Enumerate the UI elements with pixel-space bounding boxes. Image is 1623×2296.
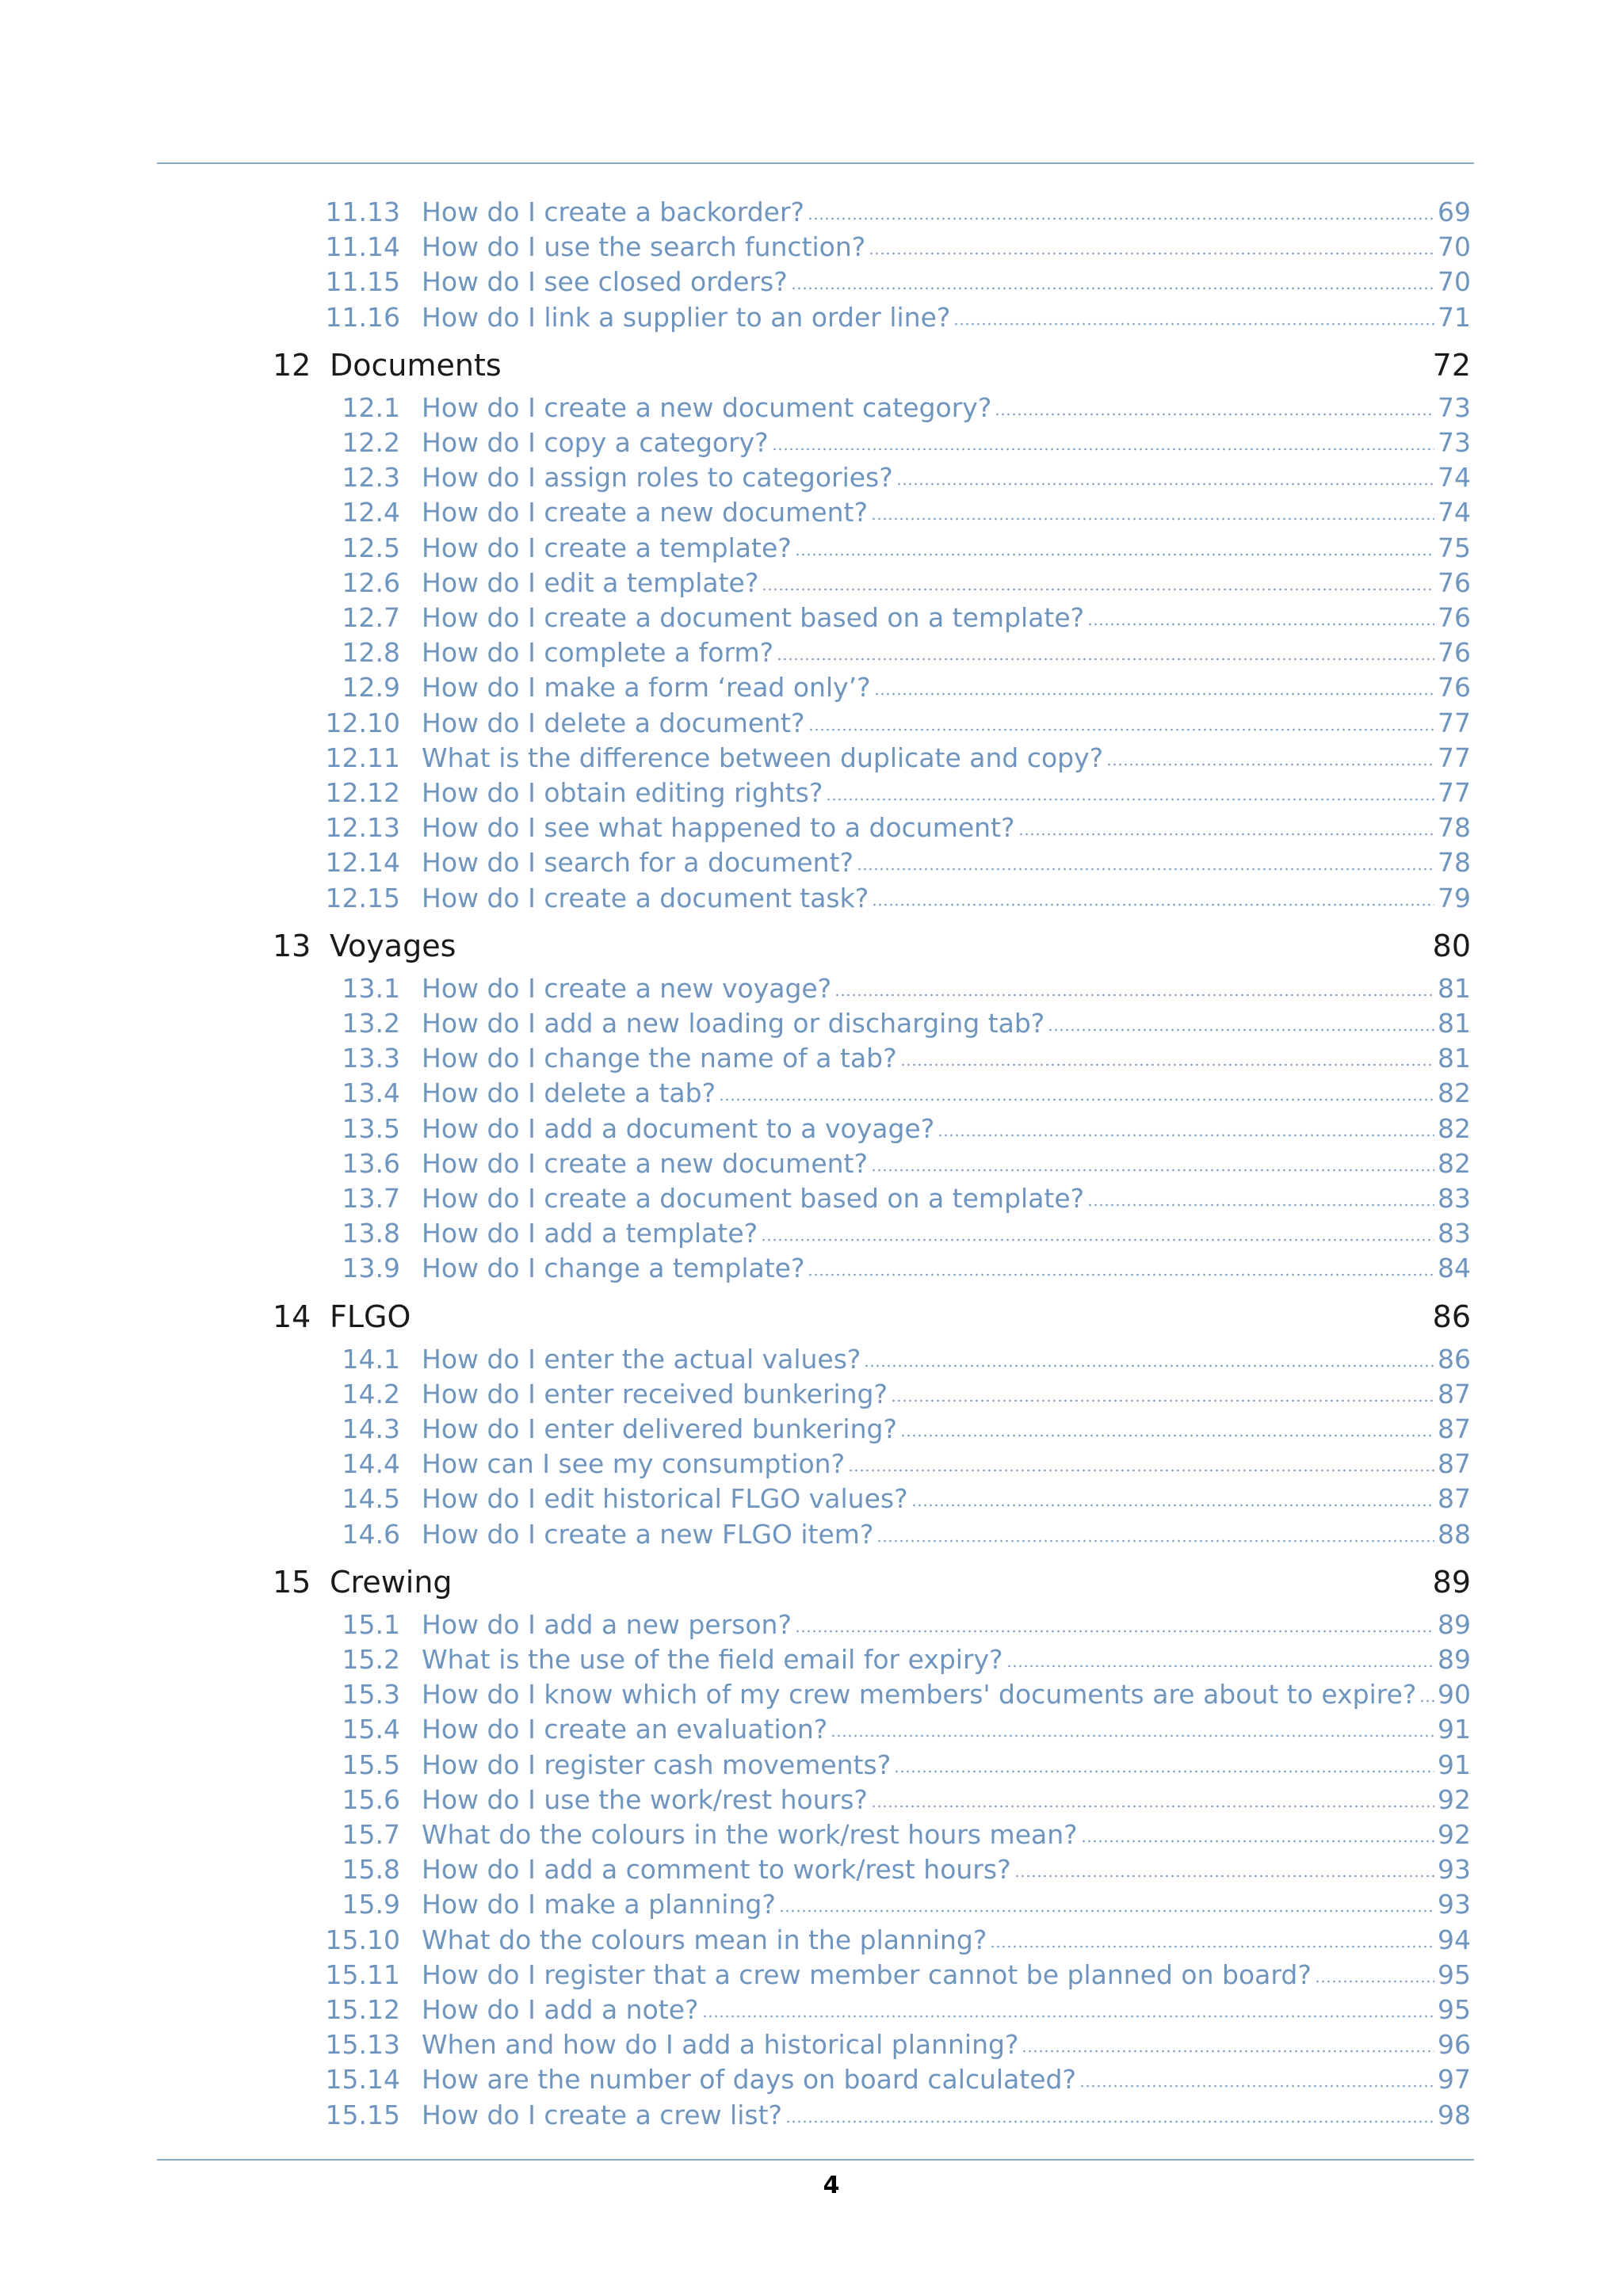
toc-entry[interactable] [321,1148,1471,1183]
entry-title: How do I link a supplier to an order line? [422,301,951,333]
entry-title: How do I see closed orders? [422,266,788,298]
toc-entry[interactable] [321,1448,1471,1483]
entry-title: How do I obtain editing rights? [422,777,823,808]
entry-title: How do I add a template? [422,1218,758,1249]
dot-leader [719,1096,1434,1102]
toc-entry[interactable] [321,777,1471,812]
entry-number: 12.12 [325,777,400,808]
dot-leader [702,2012,1434,2019]
entry-number: 15.6 [342,1783,400,1815]
dot-leader [808,215,1434,221]
toc-entry[interactable] [321,1924,1471,1959]
toc-entry[interactable] [321,392,1471,427]
dot-leader [1419,1697,1434,1703]
chapter-title: Documents [330,347,502,383]
entry-number: 15.14 [325,2064,400,2096]
entry-page: 82 [1438,1112,1471,1144]
entry-page: 77 [1438,777,1471,808]
dot-leader [762,585,1434,592]
toc-entry[interactable] [321,1183,1471,1218]
toc-entry[interactable] [321,1218,1471,1253]
entry-title: How do I make a form ‘read only’? [422,672,871,704]
entry-page: 95 [1438,1994,1471,2025]
toc-entry[interactable] [321,2064,1471,2099]
chapter-page: 80 [1432,928,1471,963]
chapter-title: Crewing [330,1564,453,1600]
entry-number: 15.13 [325,2029,400,2061]
toc-entry[interactable] [321,196,1471,231]
dot-leader [831,1732,1434,1738]
dot-leader [896,480,1434,486]
toc-entry[interactable] [321,1959,1471,1994]
entry-number: 13.4 [342,1077,400,1109]
entry-page: 91 [1438,1749,1471,1780]
toc-entry[interactable] [321,973,1471,1008]
dot-leader [876,1537,1434,1543]
entry-number: 12.7 [342,602,400,633]
toc-entry[interactable] [321,742,1471,777]
dot-leader [872,901,1434,907]
entry-title: How do I change the name of a tab? [422,1043,897,1074]
entry-title: How do I add a new loading or discharging tab? [422,1008,1045,1039]
entry-page: 92 [1438,1783,1471,1815]
toc-entry[interactable] [321,266,1471,301]
entry-title: How can I see my consumption? [422,1448,846,1480]
entry-title: How do I create an evaluation? [422,1714,828,1745]
dot-leader [874,690,1434,696]
entry-title: How do I copy a category? [422,427,769,458]
entry-number: 14.6 [342,1518,400,1550]
toc-entry[interactable] [321,427,1471,462]
entry-title: How do I create a document based on a template? [422,602,1085,633]
entry-number: 11.16 [325,301,400,333]
entry-title: How do I create a new voyage? [422,972,832,1004]
entry-title: How do I delete a document? [422,707,805,738]
entry-title: How do I use the search function? [422,231,866,263]
entry-number: 14.3 [342,1413,400,1444]
entry-number: 13.8 [342,1218,400,1249]
entry-page: 69 [1438,196,1471,227]
dot-leader [1048,1026,1434,1032]
entry-page: 77 [1438,707,1471,738]
dot-leader [808,726,1434,732]
dot-leader [761,1236,1434,1242]
toc-entry[interactable] [321,602,1471,637]
entry-page: 97 [1438,2064,1471,2096]
entry-title: How do I edit a template? [422,566,759,598]
dot-leader [911,1501,1434,1508]
entry-title: How do I enter delivered bunkering? [422,1413,897,1444]
entry-title: How do I change a template? [422,1253,805,1284]
entry-page: 74 [1438,497,1471,528]
entry-title: How do I create a new document? [422,1147,868,1179]
entry-title: How do I delete a tab? [422,1077,716,1109]
entry-number: 15.3 [342,1679,400,1711]
toc-entry[interactable] [321,1854,1471,1889]
entry-page: 78 [1438,847,1471,879]
toc-entry[interactable] [321,1483,1471,1518]
entry-page: 83 [1438,1183,1471,1214]
entry-page: 81 [1438,972,1471,1004]
entry-page: 76 [1438,602,1471,633]
entry-number: 11.13 [325,196,400,227]
entry-page: 71 [1438,301,1471,333]
chapter-title: Voyages [330,928,456,963]
entry-page: 76 [1438,672,1471,704]
toc-entry[interactable] [321,462,1471,497]
toc-chapter[interactable] [273,348,1471,387]
dot-leader [848,1466,1434,1473]
toc-entry[interactable] [321,1519,1471,1554]
entry-page: 70 [1438,266,1471,298]
entry-number: 15.1 [342,1608,400,1640]
chapter-number: 15 [273,1564,311,1600]
chapter-page: 86 [1432,1299,1471,1334]
dot-leader [869,250,1434,256]
dot-leader [864,1362,1434,1368]
entry-number: 12.13 [325,812,400,844]
entry-number: 15.7 [342,1819,400,1850]
entry-page: 87 [1438,1483,1471,1515]
dot-leader [785,2118,1434,2124]
toc-entry[interactable] [321,1008,1471,1043]
entry-page: 89 [1438,1644,1471,1675]
entry-page: 82 [1438,1147,1471,1179]
dot-leader [1081,1837,1434,1844]
entry-title: How do I make a planning? [422,1889,776,1920]
toc-entry[interactable] [321,847,1471,882]
entry-title: How do I add a document to a voyage? [422,1112,935,1144]
entry-page: 91 [1438,1714,1471,1745]
entry-number: 13.2 [342,1008,400,1039]
entry-number: 14.1 [342,1343,400,1375]
toc-entry[interactable] [321,1644,1471,1679]
entry-number: 13.9 [342,1253,400,1284]
entry-page: 83 [1438,1218,1471,1249]
entry-number: 11.14 [325,231,400,263]
dot-leader [900,1061,1434,1067]
entry-title: How do I add a new person? [422,1608,792,1640]
entry-title: How are the number of days on board calculated? [422,2064,1077,2096]
toc-entry[interactable] [321,1379,1471,1413]
dot-leader [777,655,1434,662]
entry-page: 76 [1438,637,1471,669]
entry-page: 96 [1438,2029,1471,2061]
entry-page: 82 [1438,1077,1471,1109]
entry-title: How do I create a new document category? [422,391,992,423]
entry-page: 73 [1438,427,1471,458]
dot-leader [871,1166,1434,1173]
entry-number: 13.6 [342,1147,400,1179]
entry-title: How do I use the work/rest hours? [422,1783,868,1815]
dot-leader [791,284,1434,291]
toc-entry[interactable] [321,302,1471,337]
chapter-number: 14 [273,1299,311,1334]
entry-page: 81 [1438,1043,1471,1074]
entry-title: How do I create a document task? [422,882,869,913]
entry-number: 15.9 [342,1889,400,1920]
entry-page: 88 [1438,1518,1471,1550]
dot-leader [1315,1978,1434,1984]
entry-title: How do I search for a document? [422,847,854,879]
chapter-page: 89 [1432,1564,1471,1600]
dot-leader [779,1907,1434,1913]
dot-leader [900,1432,1434,1438]
entry-title: How do I complete a form? [422,637,774,669]
entry-page: 70 [1438,231,1471,263]
entry-number: 15.10 [325,1924,400,1955]
entry-page: 94 [1438,1924,1471,1955]
entry-number: 12.2 [342,427,400,458]
dot-leader [871,515,1434,521]
toc-entry[interactable] [321,1994,1471,2029]
toc-entry[interactable] [321,812,1471,847]
entry-page: 84 [1438,1253,1471,1284]
dot-leader [953,320,1434,326]
entry-number: 12.3 [342,462,400,494]
entry-number: 14.4 [342,1448,400,1480]
entry-page: 87 [1438,1448,1471,1480]
entry-number: 12.6 [342,566,400,598]
dot-leader [1106,761,1434,767]
dot-leader [995,410,1434,417]
entry-title: What is the difference between duplicate and copy? [422,742,1104,773]
dot-leader [826,795,1434,802]
entry-number: 13.7 [342,1183,400,1214]
entry-page: 89 [1438,1608,1471,1640]
entry-page: 76 [1438,566,1471,598]
chapter-title: FLGO [330,1299,411,1334]
entry-page: 98 [1438,2099,1471,2130]
toc-chapter[interactable] [273,929,1471,968]
toc-chapter[interactable] [273,1299,1471,1339]
entry-number: 12.14 [325,847,400,879]
entry-page: 74 [1438,462,1471,494]
toc-entry[interactable] [321,1679,1471,1714]
entry-page: 81 [1438,1008,1471,1039]
entry-number: 13.5 [342,1112,400,1144]
toc-entry[interactable] [321,1749,1471,1784]
entry-page: 73 [1438,391,1471,423]
dot-leader [891,1397,1434,1403]
toc-entry[interactable] [321,637,1471,672]
toc-entry[interactable] [321,1344,1471,1379]
entry-number: 15.4 [342,1714,400,1745]
entry-page: 77 [1438,742,1471,773]
entry-page: 86 [1438,1343,1471,1375]
dot-leader [1014,1872,1434,1878]
dot-leader [938,1131,1434,1138]
entry-title: How do I create a new FLGO item? [422,1518,874,1550]
toc-entry[interactable] [321,1077,1471,1112]
entry-page: 93 [1438,1854,1471,1886]
entry-title: What do the colours mean in the planning? [422,1924,987,1955]
entry-title: How do I create a template? [422,532,792,563]
toc-entry[interactable] [321,2029,1471,2064]
entry-number: 13.1 [342,972,400,1004]
entry-page: 92 [1438,1819,1471,1850]
entry-title: How do I register that a crew member cannot be planned on board? [422,1958,1312,1990]
entry-page: 90 [1438,1679,1471,1711]
dot-leader [1006,1662,1434,1669]
toc-entry[interactable] [321,532,1471,567]
entry-number: 12.4 [342,497,400,528]
entry-number: 14.2 [342,1378,400,1409]
entry-number: 15.5 [342,1749,400,1780]
toc-entry[interactable] [321,1609,1471,1644]
entry-number: 14.5 [342,1483,400,1515]
toc-entry[interactable] [321,1113,1471,1148]
entry-number: 12.11 [325,742,400,773]
dot-leader [834,991,1434,997]
toc-entry[interactable] [321,567,1471,602]
entry-page: 75 [1438,532,1471,563]
toc-entry[interactable] [321,883,1471,917]
entry-number: 15.15 [325,2099,400,2130]
toc-entry[interactable] [321,707,1471,742]
page-number: 4 [823,2172,840,2199]
chapter-number: 13 [273,928,311,963]
dot-leader [857,865,1434,871]
entry-number: 15.12 [325,1994,400,2025]
dot-leader [1022,2047,1434,2054]
entry-title: How do I enter the actual values? [422,1343,861,1375]
entry-title: How do I register cash movements? [422,1749,892,1780]
toc-entry[interactable] [321,1253,1471,1287]
entry-title: How do I edit historical FLGO values? [422,1483,908,1515]
dot-leader [1087,1201,1434,1207]
entry-number: 12.5 [342,532,400,563]
entry-number: 12.15 [325,882,400,913]
entry-number: 13.3 [342,1043,400,1074]
dot-leader [808,1271,1434,1277]
entry-number: 12.10 [325,707,400,738]
entry-number: 12.9 [342,672,400,704]
entry-title: When and how do I add a historical planning? [422,2029,1019,2061]
entry-title: What is the use of the field email for expiry? [422,1644,1003,1675]
entry-title: What do the colours in the work/rest hours mean? [422,1819,1078,1850]
dot-leader [795,1627,1434,1634]
entry-title: How do I see what happened to a document? [422,812,1015,844]
toc-entry[interactable] [321,1819,1471,1854]
toc-chapter[interactable] [273,1565,1471,1604]
entry-number: 11.15 [325,266,400,298]
chapter-page: 72 [1432,347,1471,383]
footer-rule [157,2159,1474,2161]
dot-leader [1079,2082,1434,2088]
dot-leader [990,1943,1434,1949]
toc-entry[interactable] [321,2100,1471,2134]
entry-number: 12.1 [342,391,400,423]
entry-number: 15.2 [342,1644,400,1675]
entry-title: How do I create a crew list? [422,2099,783,2130]
entry-title: How do I create a backorder? [422,196,805,227]
toc-entry[interactable] [321,1889,1471,1924]
entry-page: 95 [1438,1958,1471,1990]
toc-entry[interactable] [321,1714,1471,1749]
dot-leader [795,551,1434,557]
toc-entry[interactable] [321,672,1471,707]
toc-entry[interactable] [321,1043,1471,1077]
toc-entry[interactable] [321,497,1471,532]
entry-page: 78 [1438,812,1471,844]
dot-leader [871,1802,1434,1809]
entry-number: 12.8 [342,637,400,669]
chapter-number: 12 [273,347,311,383]
dot-leader [1087,620,1434,627]
entry-number: 15.11 [325,1958,400,1990]
dot-leader [894,1768,1434,1774]
entry-number: 15.8 [342,1854,400,1886]
header-rule [157,162,1474,164]
dot-leader [1018,830,1434,837]
entry-page: 93 [1438,1889,1471,1920]
entry-page: 87 [1438,1378,1471,1409]
entry-title: How do I create a new document? [422,497,868,528]
entry-page: 79 [1438,882,1471,913]
entry-title: How do I enter received bunkering? [422,1378,888,1409]
entry-title: How do I create a document based on a template? [422,1183,1085,1214]
entry-title: How do I add a comment to work/rest hours? [422,1854,1011,1886]
dot-leader [772,445,1434,452]
entry-page: 87 [1438,1413,1471,1444]
entry-title: How do I add a note? [422,1994,699,2025]
entry-title: How do I know which of my crew members' documents are about to expire? [422,1679,1417,1711]
entry-title: How do I assign roles to categories? [422,462,893,494]
toc-entry[interactable] [321,231,1471,266]
toc-entry[interactable] [321,1413,1471,1448]
toc-entry[interactable] [321,1784,1471,1819]
